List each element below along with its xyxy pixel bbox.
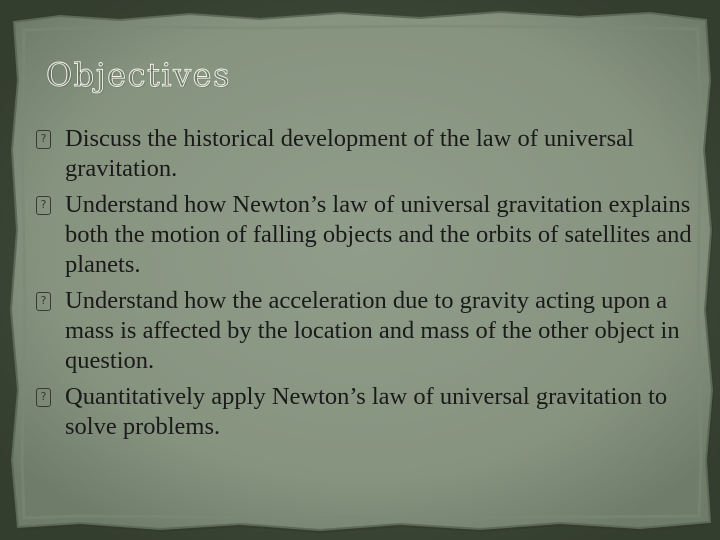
missing-glyph-box-icon — [36, 130, 51, 149]
list-item — [34, 382, 699, 442]
list-item-text: Understand how the acceleration due to gravity acting upon a mass is affected by the location and mass of the other object in question. — [65, 287, 680, 374]
list-item — [34, 124, 699, 184]
slide-title: Objectives — [46, 56, 232, 94]
list-item-text: Discuss the historical development of the law of universal gravitation. — [65, 125, 634, 182]
list-item — [34, 286, 699, 376]
missing-glyph-box-icon — [36, 388, 51, 407]
list-item — [34, 190, 699, 280]
list-item-text: Understand how Newton’s law of universal gravitation explains both the motion of falling objects and the orbits of satellites and planets. — [65, 191, 692, 278]
objectives-list — [34, 124, 699, 448]
list-item-text: Quantitatively apply Newton’s law of universal gravitation to solve problems. — [65, 383, 668, 440]
missing-glyph-box-icon — [36, 292, 51, 311]
missing-glyph-box-icon — [36, 196, 51, 215]
